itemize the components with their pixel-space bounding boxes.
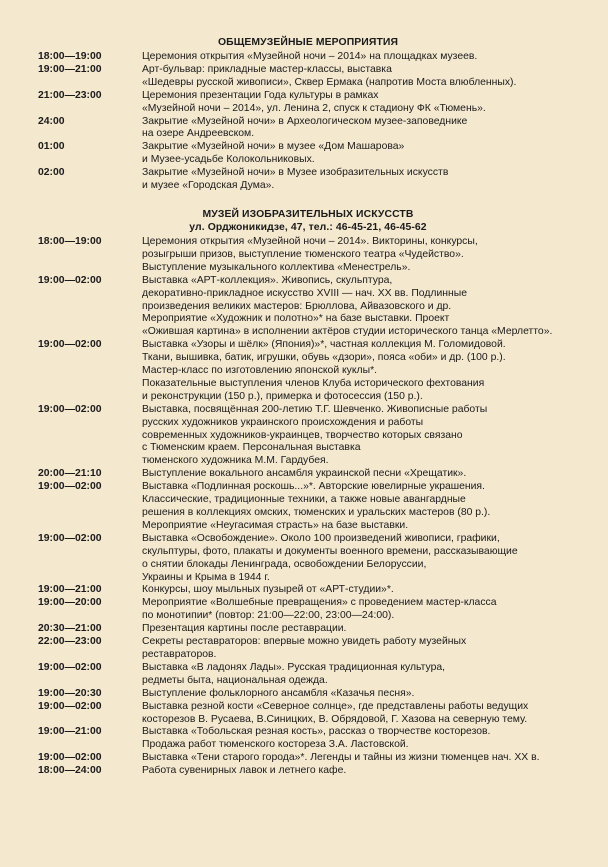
entry-time: 18:00—24:00 [38,765,102,777]
entry-description [142,275,578,340]
entry-time: 19:00—02:00 [38,661,102,673]
entry-line: косторезов В. Русаева, В.Синицких, В. Обрядовой, Г. Хазова на северную тему. [142,713,528,725]
entry-description [142,51,578,64]
entry-description [142,64,578,90]
entry-time: 22:00—23:00 [38,636,102,648]
entry-line: Работа сувенирных лавок и летнего кафе. [142,765,347,777]
entry-line: произведения великих мастеров: Брюллова, Айвазовского и др. [142,300,452,312]
section-title-museum: МУЗЕЙ ИЗОБРАЗИТЕЛЬНЫХ ИСКУССТВ [202,208,414,220]
schedule-entry [38,468,578,481]
entry-line: и Музее-усадьбе Колокольниковых. [142,154,315,166]
entry-description [142,468,578,481]
section-title-general: ОБЩЕМУЗЕЙНЫЕ МЕРОПРИЯТИЯ [217,37,399,48]
entry-line: Выставка «АРТ-коллекция». Живопись, скульптура, [142,274,393,286]
entry-description [142,116,578,142]
entry-line: Конкурсы, шоу мыльных пузырей от «АРТ-студии»*. [142,584,394,596]
entry-description [142,141,578,167]
schedule-entry [38,90,578,116]
schedule-entry [38,64,578,90]
entry-time: 19:00—20:30 [38,687,102,699]
entry-time: 19:00—02:00 [38,700,102,712]
schedule-entry [38,141,578,167]
schedule-entry [38,636,578,662]
entry-time: 24:00 [38,115,65,127]
entry-time: 19:00—20:00 [38,597,102,609]
entry-line: «Музейной ночи – 2014», ул. Ленина 2, спуск к стадиону ФК «Тюмень». [142,102,486,114]
entry-line: розыгрыши призов, выступление тюменского театра «Чудейство». [142,248,464,260]
schedule-entry [38,167,578,193]
entry-description [142,404,578,469]
entry-description [142,597,578,623]
entry-description [142,636,578,662]
entry-description [142,236,578,275]
schedule-entry [38,533,578,585]
entry-line: скульптуры, фото, плакаты и документы военного времени, рассказывающие [142,545,518,557]
entry-line: и реконструкции (150 р.), примерка и фотосессия (150 р.). [142,390,423,402]
entry-line: Презентация картины после реставрации. [142,623,347,635]
schedule-entry [38,481,578,533]
section-subtitle-museum: ул. Орджоникидзе, 47, тел.: 46-45-21, 46-45-62 [189,221,427,233]
schedule-entry [38,339,578,404]
entry-description [142,623,578,636]
entry-line: Выставка «Освобождение». Около 100 произведений живописи, графики, [142,532,500,544]
entry-line: Закрытие «Музейной ночи» в музее «Дом Машарова» [142,141,405,153]
schedule-entry [38,404,578,469]
schedule-entry [38,688,578,701]
entry-time: 19:00—02:00 [38,532,102,544]
entry-line: Выставка «В ладонях Лады». Русская традиционная культура, [142,661,446,673]
entry-line: решения в коллекциях омских, тюменских и уральских мастеров (80 р.). [142,507,491,518]
entry-line: Закрытие «Музейной ночи» в Музее изобразительных искусств [142,167,449,179]
entry-line: «Шедевры русской живописи», Сквер Ермака (напротив Моста влюбленных). [142,76,517,88]
entry-description [142,339,578,404]
entry-time: 18:00—19:00 [38,51,102,62]
entries-general [38,51,578,193]
schedule-entry [38,765,578,778]
entry-line: Классические, традиционные техники, а также новые авангардные [142,494,466,506]
entry-line: Секреты реставраторов: впервые можно увидеть работу музейных [142,636,467,648]
entry-description [142,533,578,585]
entry-line: современных художников-украинцев, творчество которых связано [142,429,463,441]
entry-description [142,688,578,701]
entry-line: Выставка «Узоры и шёлк» (Япония)»*, частная коллекция М. Голомидовой. [142,339,506,351]
entry-time: 02:00 [38,167,65,179]
schedule-entry [38,236,578,275]
entry-line: и музее «Городская Дума». [142,180,275,192]
entry-time: 19:00—21:00 [38,584,102,596]
entry-time: 20:30—21:00 [38,623,102,635]
entry-line: Закрытие «Музейной ночи» в Археологическом музее-заповеднике [142,115,468,127]
entry-description [142,584,578,597]
schedule-entry [38,116,578,142]
entry-line: реставраторов. [142,648,217,660]
entry-time: 19:00—21:00 [38,63,102,75]
entry-line: Церемония открытия «Музейной ночи – 2014». Викторины, конкурсы, [142,235,478,247]
schedule-entry [38,752,578,765]
entry-line: на озере Андреевском. [142,128,255,140]
entry-line: Выставка «Тени старого города»*. Легенды и тайны из жизни тюменцев нач. XX в. [142,752,540,764]
entry-description [142,481,578,533]
entry-time: 19:00—02:00 [38,339,102,351]
entry-time: 19:00—02:00 [38,752,102,764]
entry-line: Выставка резной кости «Северное солнце», где представлены работы ведущих [142,700,529,712]
entry-description [142,701,578,727]
entry-line: Выступление музыкального коллектива «Менестрель». [142,261,411,273]
schedule-entry [38,275,578,340]
schedule-entry [38,584,578,597]
entry-line: Церемония презентации Года культуры в рамках [142,89,379,101]
entry-time: 19:00—02:00 [38,274,102,286]
entry-description [142,167,578,193]
entry-line: Арт-бульвар: прикладные мастер-классы, выставка [142,63,392,75]
schedule-entry [38,623,578,636]
entry-description [142,662,578,688]
entry-line: «Ожившая картина» в исполнении актёров студии исторического танца «Мерлетто». [142,326,553,338]
entry-line: Показательные выступления членов Клуба исторического фехтования [142,377,485,389]
entry-line: Продажа работ тюменского костореза З.А. Ластовской. [142,739,409,751]
entry-line: Мероприятие «Волшебные превращения» с проведением мастер-класса [142,597,497,609]
entry-line: Ткани, вышивка, батик, игрушки, обувь «дзори», пояса «оби» и др. (100 р.). [142,352,506,364]
schedule-entry [38,662,578,688]
entry-line: Мастер-класс по изготовлению японской куклы*. [142,365,378,377]
entry-line: Церемония открытия «Музейной ночи – 2014» на площадках музеев. [142,51,478,62]
entry-time: 21:00—23:00 [38,89,102,101]
entry-line: Выставка «Тобольская резная кость», рассказ о творчестве косторезов. [142,726,491,738]
schedule-entry [38,51,578,64]
entry-description [142,90,578,116]
entry-line: Украины и Крыма в 1944 г. [142,571,270,583]
entry-time: 19:00—02:00 [38,403,102,415]
entry-time: 18:00—19:00 [38,235,102,247]
entry-line: Выставка «Подлинная роскошь...»*. Авторские ювелирные украшения. [142,481,485,493]
schedule-entry [38,726,578,752]
entry-description [142,726,578,752]
entry-description [142,765,578,778]
entry-line: декоративно-прикладное искусство XVIII — нач. XX вв. Подлинные [142,287,467,299]
entry-time: 01:00 [38,141,65,153]
schedule-entry [38,701,578,727]
entries-museum [38,236,578,778]
entry-line: Мероприятие «Неугасимая страсть» на базе выставки. [142,519,409,531]
entry-line: тюменского художника М.М. Гардубея. [142,455,329,467]
entry-line: русских художников украинского происхождения и работы [142,416,424,428]
entry-line: Выставка, посвящённая 200-летию Т.Г. Шевченко. Живописные работы [142,403,488,415]
entry-line: о снятии блокады Ленинграда, освобождении Белоруссии, [142,558,427,570]
entry-line: по монотипии* (повтор: 21:00—22:00, 23:00—24:00). [142,610,395,622]
entry-line: Выступление вокального ансамбля украинской песни «Хрещатик». [142,468,467,480]
entry-time: 19:00—02:00 [38,481,102,493]
entry-time: 20:00—21:10 [38,468,102,480]
entry-time: 19:00—21:00 [38,726,102,738]
entry-line: с Тюменским краем. Персональная выставка [142,442,361,454]
schedule-entry [38,597,578,623]
entry-line: Выступление фольклорного ансамбля «Казачья песня». [142,687,415,699]
entry-line: Мероприятие «Художник и полотно»* на базе выставки. Проект [142,313,450,325]
entry-line: редметы быта, национальная одежда. [142,674,328,686]
entry-description [142,752,578,765]
